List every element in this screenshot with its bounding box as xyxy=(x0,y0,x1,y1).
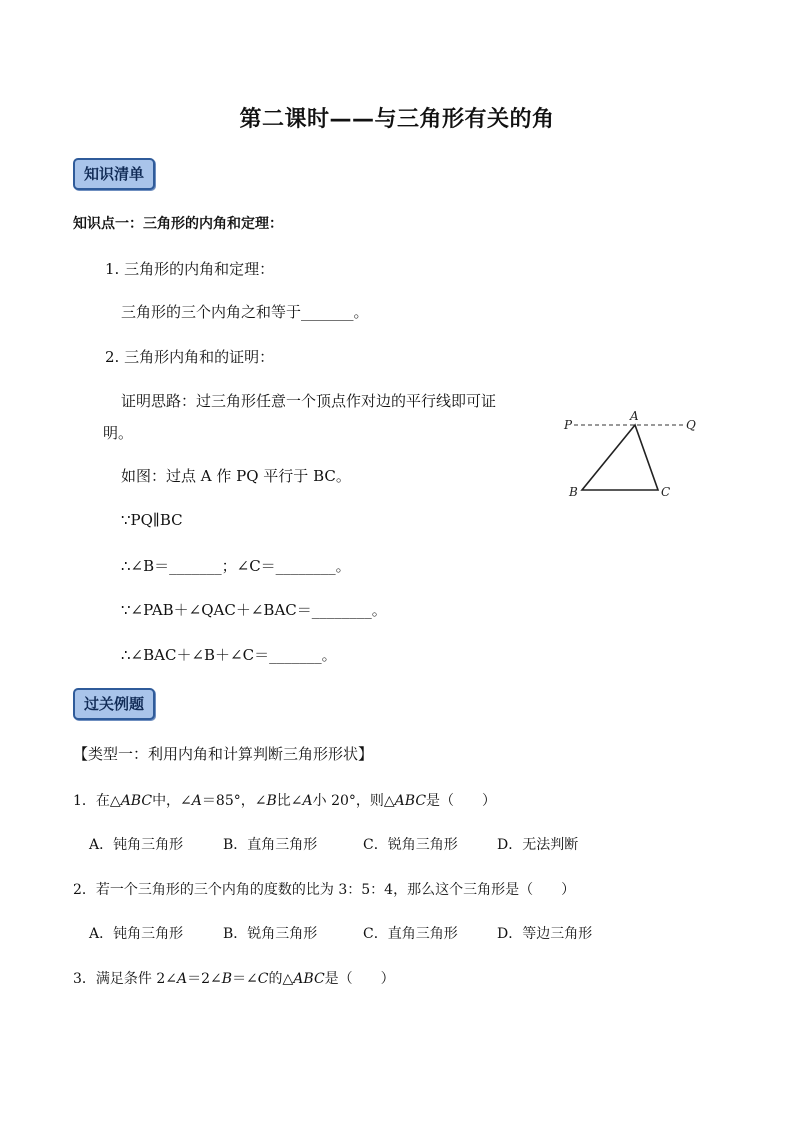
q1-var: ABC xyxy=(394,793,427,809)
label-b: B xyxy=(569,485,578,499)
knowledge-point-heading: 知识点一：三角形的内角和定理： xyxy=(73,216,283,232)
q1-option-d[interactable]: D．无法判断 xyxy=(497,837,579,853)
question-3 xyxy=(73,968,395,988)
item1-heading: 1. 三角形的内角和定理： xyxy=(105,260,275,278)
q1-var: ABC xyxy=(120,793,153,809)
section-tag-examples xyxy=(73,688,155,720)
proof-step-2: ∴∠B＝_______；∠C＝________。 xyxy=(121,557,351,575)
q3-text: ＝∠ xyxy=(232,971,258,987)
q1-text: 是（ ） xyxy=(426,793,497,809)
q1-var: A xyxy=(191,793,202,809)
q1-option-a[interactable]: A．钝角三角形 xyxy=(89,837,184,853)
q3-var: ABC xyxy=(293,971,325,987)
q1-var: B xyxy=(266,793,277,809)
q1-text: 小 20°，则△ xyxy=(312,793,395,809)
proof-idea-line2: 明。 xyxy=(103,424,134,442)
item2-heading: 2. 三角形内角和的证明： xyxy=(105,348,275,366)
q3-text: 3．满足条件 2∠ xyxy=(73,971,177,987)
q1-text: 中，∠ xyxy=(152,793,192,809)
q2-option-a[interactable]: A．钝角三角形 xyxy=(89,926,184,942)
section-tag-label: 过关例题 xyxy=(73,688,155,720)
q1-option-b[interactable]: B．直角三角形 xyxy=(223,837,318,853)
q1-text: ＝85°，∠ xyxy=(201,793,267,809)
q2-option-c[interactable]: C．直角三角形 xyxy=(363,926,458,942)
q3-text: ＝2∠ xyxy=(187,971,222,987)
proof-idea-line1: 证明思路：过三角形任意一个顶点作对边的平行线即可证 xyxy=(121,392,497,410)
label-p: P xyxy=(564,418,573,432)
label-q: Q xyxy=(686,418,696,432)
figure-note: 如图：过点 A 作 PQ 平行于 BC。 xyxy=(121,467,351,485)
page-title: 第二课时——与三角形有关的角 xyxy=(239,107,555,132)
q1-var: A xyxy=(302,793,313,809)
label-a: A xyxy=(630,409,639,423)
q2-option-b[interactable]: B．锐角三角形 xyxy=(223,926,318,942)
item1-text: 三角形的三个内角之和等于_______。 xyxy=(121,303,369,321)
q3-text: 是（ ） xyxy=(324,971,395,987)
section-tag-label: 知识清单 xyxy=(73,158,155,190)
proof-step-1: ∵PQ∥BC xyxy=(121,511,183,529)
triangle-abc xyxy=(582,425,658,490)
q3-text: 的△ xyxy=(268,971,294,987)
q2-option-d[interactable]: D．等边三角形 xyxy=(497,926,593,942)
proof-step-4: ∴∠BAC＋∠B＋∠C＝_______。 xyxy=(121,646,337,664)
q1-option-c[interactable]: C．锐角三角形 xyxy=(363,837,458,853)
q3-var: A xyxy=(177,971,188,987)
label-c: C xyxy=(661,485,671,499)
q3-var: B xyxy=(221,971,233,987)
q3-var: C xyxy=(257,971,269,987)
section-tag-knowledge xyxy=(73,158,155,190)
q1-text: 1．在△ xyxy=(73,793,121,809)
q1-text: 比∠ xyxy=(276,793,303,809)
question-2: 2．若一个三角形的三个内角的度数的比为 3：5：4，那么这个三角形是（ ） xyxy=(73,882,576,898)
triangle-figure xyxy=(560,408,700,503)
type1-heading: 【类型一：利用内角和计算判断三角形形状】 xyxy=(73,745,374,763)
question-1 xyxy=(73,790,496,810)
proof-step-3: ∵∠PAB＋∠QAC＋∠BAC＝________。 xyxy=(121,601,387,619)
